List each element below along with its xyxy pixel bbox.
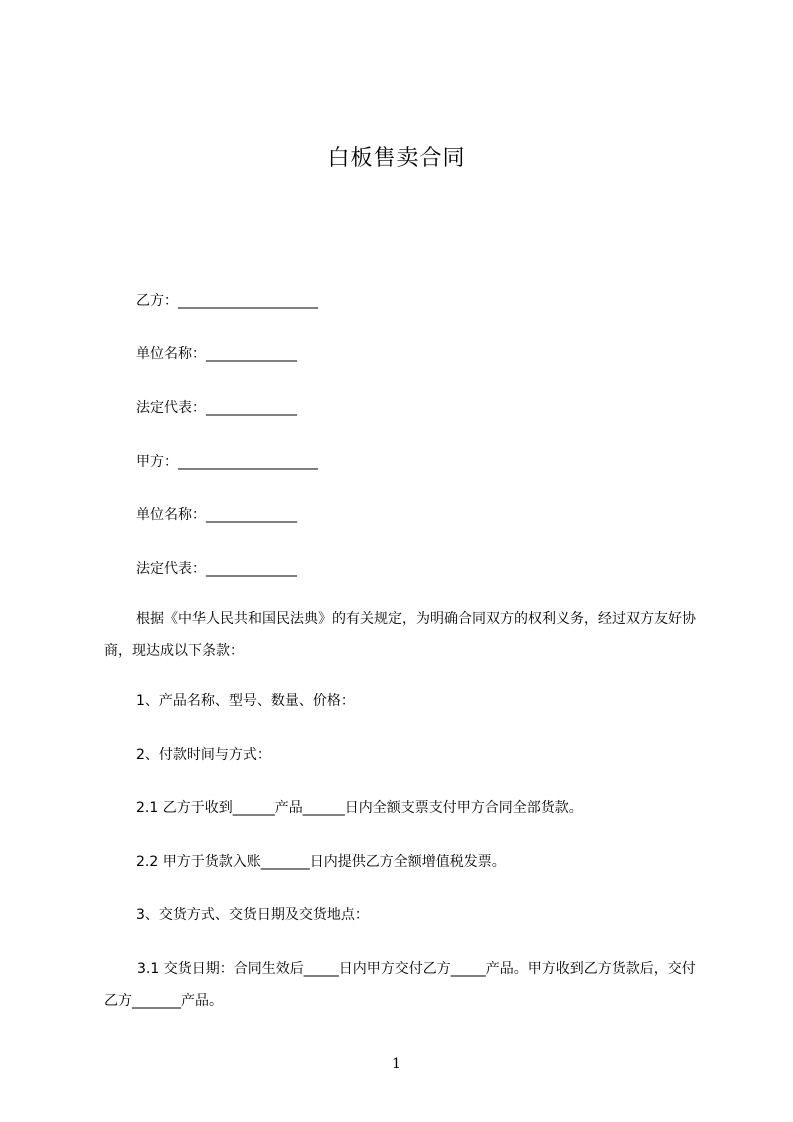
party-b-rep-line: 法定代表：_____________ bbox=[136, 400, 297, 416]
clause-2-heading: 2、付款时间与方式： bbox=[136, 747, 271, 763]
clause-3-1-text: 3.1 交货日期：合同生效后_____日内甲方交付乙方_____产品。甲方收到乙方货款后，交付乙方_______产品。 bbox=[104, 961, 696, 1009]
party-b-unit-line: 单位名称：_____________ bbox=[136, 346, 297, 362]
document-title: 白板售卖合同 bbox=[327, 146, 466, 171]
clause-2-2-text: 2.2 甲方于货款入账_______日内提供乙方全额增值税发票。 bbox=[136, 854, 506, 870]
page-number: 1 bbox=[392, 1056, 401, 1072]
party-b-line: 乙方：____________________ bbox=[136, 293, 318, 309]
clause-3-heading: 3、交货方式、交货日期及交货地点： bbox=[136, 907, 369, 923]
clause-1-heading: 1、产品名称、型号、数量、价格： bbox=[136, 693, 355, 709]
party-a-line: 甲方：____________________ bbox=[136, 454, 318, 470]
party-a-rep-line: 法定代表：_____________ bbox=[136, 561, 297, 577]
clause-2-1-text: 2.1 乙方于收到______产品______日内全额支票支付甲方合同全部货款。 bbox=[136, 800, 583, 816]
intro-paragraph: 根据《中华人民共和国民法典》的有关规定，为明确合同双方的权利义务，经过双方友好协商，现达成以下条款： bbox=[104, 611, 696, 659]
party-a-unit-line: 单位名称：_____________ bbox=[136, 507, 297, 523]
